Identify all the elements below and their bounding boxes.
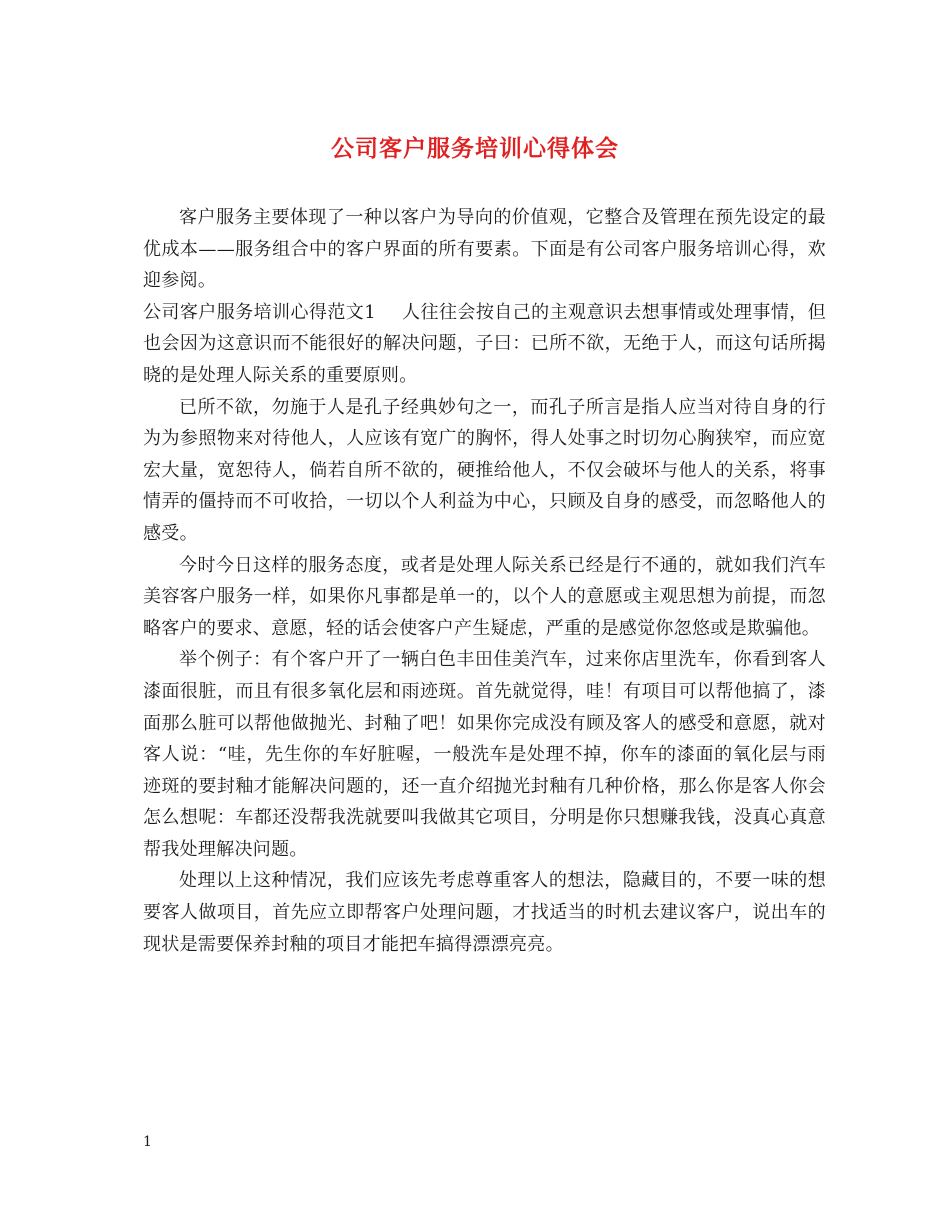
page-number: 1 (143, 1134, 152, 1150)
document-title: 公司客户服务培训心得体会 (331, 135, 619, 162)
body-paragraph: 已所不欲，勿施于人是孔子经典妙句之一，而孔子所言是指人应当对待自身的行为为参照物来对待他人，人应该有宽广的胸怀，得人处事之时切勿心胸狭窄，而应宽宏大量，宽恕待人，倘若自所不欲的，硬推给他人，不仅会破坏与他人的关系，将事情弄的僵持而不可收拾，一切以个人利益为中心，只顾及自身的感受，而忽略他人的感受。 (143, 396, 826, 544)
body-paragraph: 处理以上这种情况，我们应该先考虑尊重客人的想法，隐藏目的，不要一味的想要客人做项目，首先应立即帮客户处理问题，才找适当的时机去建议客户，说出车的现状是需要保养封釉的项目才能把车搞得漂漂亮亮。 (143, 870, 826, 955)
body-paragraph: 举个例子：有个客户开了一辆白色丰田佳美汽车，过来你店里洗车，你看到客人漆面很脏，而且有很多氧化层和雨迹斑。首先就觉得，哇！有项目可以帮他搞了，漆面那么脏可以帮他做抛光、封釉了吧！如果你完成没有顾及客人的感受和意愿，就对客人说：“哇，先生你的车好脏喔，一般洗车是处理不掉，你车的漆面的氧化层与雨迹斑的要封釉才能解决问题的，还一直介绍抛光封釉有几种价格，那么你是客人你会怎么想呢：车都还没帮我洗就要叫我做其它项目，分明是你只想赚我钱，没真心真意帮我处理解决问题。 (143, 649, 826, 860)
intro-paragraph: 客户服务主要体现了一种以客户为导向的价值观，它整合及管理在预先设定的最优成本——服务组合中的客户界面的所有要素。下面是有公司客户服务培训心得，欢迎参阅。 (143, 207, 826, 292)
section-heading: 公司客户服务培训心得范文1 (143, 301, 376, 323)
section-paragraph (143, 297, 826, 392)
document-body (143, 202, 826, 960)
body-paragraph: 今时今日这样的服务态度，或者是处理人际关系已经是行不通的，就如我们汽车美容客户服务一样，如果你凡事都是单一的，以个人的意愿或主观思想为前提，而忽略客户的要求、意愿，轻的话会使客户产生疑虑，严重的是感觉你忽悠或是欺骗他。 (143, 554, 826, 639)
section-lead-text: 人往往会按自己的主观意识去想事情或处理事情，但也会因为这意识而不能很好的解决问题，子曰：已所不欲，无绝于人，而这句话所揭晓的是处理人际关系的重要原则。 (143, 301, 826, 386)
